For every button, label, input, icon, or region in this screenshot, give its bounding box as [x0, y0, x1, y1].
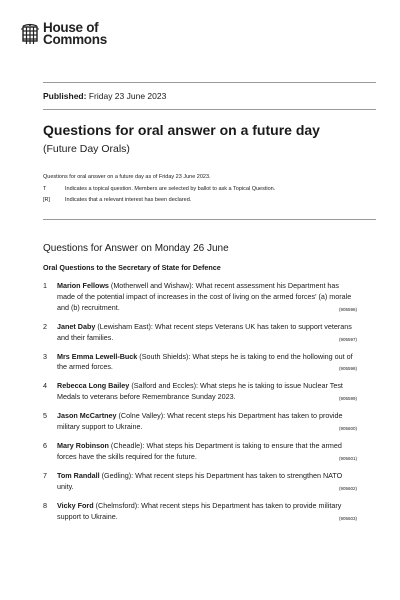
question-ref: (905599): [338, 396, 357, 402]
question-text: What recent steps his Department has taken to provide military support to Ukraine.: [57, 411, 343, 432]
question-number: 6: [43, 440, 47, 450]
published-label: Published:: [43, 91, 87, 101]
question-number: 3: [43, 351, 47, 361]
question-ref: (905600): [338, 426, 357, 432]
question-member: Mary Robinson: [57, 440, 109, 450]
question-member: Jason McCartney: [57, 411, 117, 421]
question-text: What recent steps Veterans UK has taken to support veterans and their families.: [57, 321, 352, 342]
house-of-commons-logo: [21, 22, 107, 46]
question-text: What recent steps his Department has taken to provide military support to Ukraine.: [57, 500, 342, 521]
question-number: 2: [43, 321, 47, 331]
question-item: [43, 352, 357, 376]
question-ref: (905596): [338, 306, 357, 312]
question-member: Marion Fellows: [57, 281, 109, 290]
question-constituency: (Chelmsford):: [95, 500, 140, 510]
intro-text: Questions for oral answer on a future day as of Friday 23 June 2023.: [43, 174, 211, 180]
divider-intro: [43, 219, 376, 220]
department-heading: Oral Questions to the Secretary of State for Defence: [43, 263, 221, 272]
question-item: [43, 322, 357, 346]
question-text: What recent assessment his Department has made of the potential impact of increases in the cost of living on the armed forces' (a) morale and (b) recruitment.: [57, 281, 352, 312]
question-body: [57, 501, 357, 525]
legend-key: [R]: [43, 197, 51, 203]
legend-key: T: [43, 185, 47, 192]
question-ref: (905601): [338, 455, 357, 461]
question-number: 4: [43, 381, 47, 391]
section-heading: Questions for Answer on Monday 26 June: [43, 243, 229, 254]
question-constituency: (Salford and Eccles):: [131, 381, 199, 391]
question-member: Vicky Ford: [57, 500, 94, 510]
question-body: [57, 281, 357, 316]
question-constituency: (Motherwell and Wishaw):: [110, 281, 194, 290]
legend-row-topical: [43, 184, 275, 196]
question-body: [57, 352, 357, 376]
intro-block: [43, 172, 275, 207]
question-constituency: (Gedling):: [101, 470, 134, 480]
question-list: [43, 281, 357, 524]
question-item: [43, 381, 357, 405]
question-text: What steps he is taking to end the hollowing out of the armed forces.: [57, 351, 353, 372]
question-body: [57, 381, 357, 405]
question-body: [57, 411, 357, 435]
question-item: [43, 281, 357, 316]
logo-wordmark: [43, 22, 107, 46]
question-ref: (905597): [338, 336, 357, 342]
question-number: 8: [43, 500, 47, 510]
question-text: What steps he is taking to issue Nuclear Test Medals to veterans before Remembrance Sunday 2023.: [57, 381, 343, 402]
question-constituency: (South Shields):: [139, 351, 191, 361]
question-member: Janet Daby: [57, 321, 96, 331]
question-body: [57, 322, 357, 346]
question-text: What steps his Department is taking to ensure that the armed forces have the skills required for the future.: [57, 440, 342, 461]
portcullis-icon: [21, 23, 39, 45]
logo-line-1: House of: [43, 20, 99, 35]
logo-line-2: Commons: [43, 32, 107, 47]
question-number: 7: [43, 470, 47, 480]
question-ref: (905603): [338, 515, 357, 521]
question-constituency: (Lewisham East):: [97, 321, 153, 331]
question-text: What recent steps his Department has taken to strengthen NATO unity.: [57, 470, 343, 491]
question-constituency: (Cheadle):: [110, 440, 145, 450]
published-date: Friday 23 June 2023: [88, 91, 167, 101]
question-constituency: (Colne Valley):: [118, 411, 166, 421]
published-line: [43, 91, 166, 101]
question-item: [43, 441, 357, 465]
question-item: [43, 501, 357, 525]
question-ref: (905602): [338, 485, 357, 491]
question-body: [57, 441, 357, 465]
question-body: [57, 471, 357, 495]
question-member: Rebecca Long Bailey: [57, 381, 130, 391]
legend-desc: Indicates that a relevant interest has been declared.: [65, 197, 192, 203]
legend-row-interest: [43, 195, 275, 207]
question-member: Mrs Emma Lewell-Buck: [57, 351, 138, 361]
question-item: [43, 411, 357, 435]
page-title: Questions for oral answer on a future day: [43, 122, 320, 138]
question-number: 5: [43, 411, 47, 421]
question-number: 1: [43, 281, 47, 290]
question-member: Tom Randall: [57, 470, 100, 480]
page-subtitle: (Future Day Orals): [43, 143, 130, 155]
legend-desc: Indicates a topical question. Members are selected by ballot to ask a Topical Question.: [65, 185, 276, 192]
divider-top: [43, 82, 376, 83]
divider-published: [43, 109, 376, 110]
question-item: [43, 471, 357, 495]
question-ref: (905598): [338, 366, 357, 372]
